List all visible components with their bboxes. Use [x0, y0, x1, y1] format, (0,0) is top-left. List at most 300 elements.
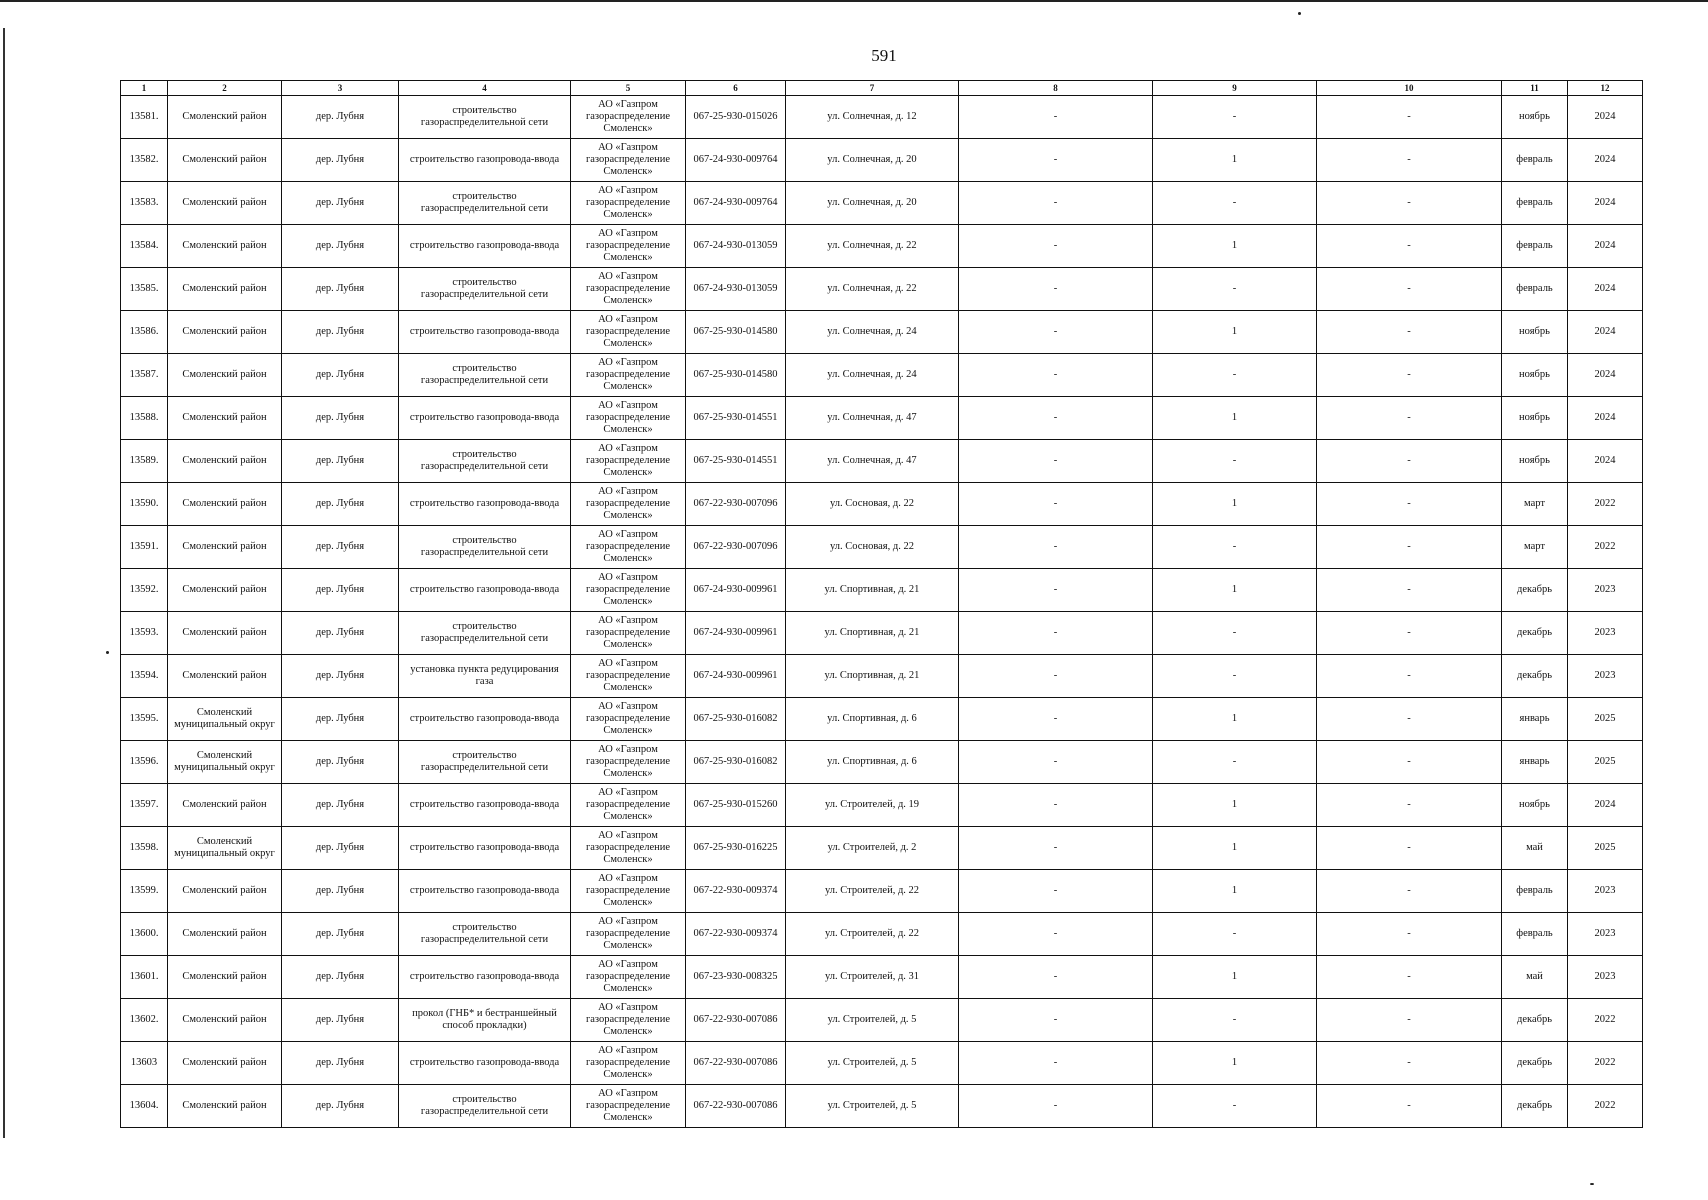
- column-header-8: 8: [959, 81, 1153, 96]
- month-cell: ноябрь: [1502, 784, 1568, 827]
- register-table: [120, 80, 1643, 1128]
- district-cell: Смоленский район: [168, 182, 282, 225]
- month-cell: ноябрь: [1502, 311, 1568, 354]
- col9-cell: 1: [1153, 483, 1317, 526]
- work-type-cell: строительство газораспределительной сети: [399, 440, 571, 483]
- district-cell: Смоленский район: [168, 225, 282, 268]
- col9-cell: -: [1153, 96, 1317, 139]
- code-cell: 067-25-930-016082: [686, 698, 786, 741]
- table-row: [121, 784, 1643, 827]
- year-cell: 2025: [1568, 698, 1643, 741]
- locality-cell: дер. Лубня: [282, 827, 399, 870]
- organization-cell: АО «Газпром газораспределение Смоленск»: [571, 354, 686, 397]
- organization-cell: АО «Газпром газораспределение Смоленск»: [571, 913, 686, 956]
- col10-cell: -: [1317, 139, 1502, 182]
- col9-cell: -: [1153, 182, 1317, 225]
- year-cell: 2024: [1568, 440, 1643, 483]
- row-number-cell: 13588.: [121, 397, 168, 440]
- col8-cell: -: [959, 440, 1153, 483]
- locality-cell: дер. Лубня: [282, 182, 399, 225]
- work-type-cell: строительство газораспределительной сети: [399, 612, 571, 655]
- code-cell: 067-24-930-009961: [686, 569, 786, 612]
- organization-cell: АО «Газпром газораспределение Смоленск»: [571, 96, 686, 139]
- locality-cell: дер. Лубня: [282, 354, 399, 397]
- col10-cell: -: [1317, 526, 1502, 569]
- row-number-cell: 13599.: [121, 870, 168, 913]
- table-row: [121, 311, 1643, 354]
- col9-cell: -: [1153, 999, 1317, 1042]
- month-cell: декабрь: [1502, 655, 1568, 698]
- col9-cell: -: [1153, 741, 1317, 784]
- district-cell: Смоленский район: [168, 655, 282, 698]
- column-header-5: 5: [571, 81, 686, 96]
- col9-cell: 1: [1153, 956, 1317, 999]
- row-number-cell: 13584.: [121, 225, 168, 268]
- district-cell: Смоленский район: [168, 612, 282, 655]
- scan-speck: [1298, 12, 1301, 15]
- table-row: [121, 741, 1643, 784]
- col10-cell: -: [1317, 1042, 1502, 1085]
- row-number-cell: 13602.: [121, 999, 168, 1042]
- month-cell: ноябрь: [1502, 96, 1568, 139]
- locality-cell: дер. Лубня: [282, 913, 399, 956]
- row-number-cell: 13590.: [121, 483, 168, 526]
- col9-cell: 1: [1153, 139, 1317, 182]
- work-type-cell: строительство газораспределительной сети: [399, 96, 571, 139]
- locality-cell: дер. Лубня: [282, 440, 399, 483]
- month-cell: февраль: [1502, 225, 1568, 268]
- address-cell: ул. Солнечная, д. 47: [786, 440, 959, 483]
- district-cell: Смоленский район: [168, 1042, 282, 1085]
- work-type-cell: строительство газораспределительной сети: [399, 1085, 571, 1128]
- district-cell: Смоленский район: [168, 569, 282, 612]
- row-number-cell: 13598.: [121, 827, 168, 870]
- locality-cell: дер. Лубня: [282, 311, 399, 354]
- address-cell: ул. Солнечная, д. 22: [786, 268, 959, 311]
- locality-cell: дер. Лубня: [282, 999, 399, 1042]
- district-cell: Смоленский муниципальный округ: [168, 827, 282, 870]
- locality-cell: дер. Лубня: [282, 1042, 399, 1085]
- locality-cell: дер. Лубня: [282, 741, 399, 784]
- district-cell: Смоленский район: [168, 397, 282, 440]
- table-row: [121, 225, 1643, 268]
- work-type-cell: установка пункта редуцирования газа: [399, 655, 571, 698]
- organization-cell: АО «Газпром газораспределение Смоленск»: [571, 182, 686, 225]
- col8-cell: -: [959, 569, 1153, 612]
- address-cell: ул. Сосновая, д. 22: [786, 526, 959, 569]
- col10-cell: -: [1317, 354, 1502, 397]
- address-cell: ул. Спортивная, д. 21: [786, 612, 959, 655]
- table-row: [121, 139, 1643, 182]
- code-cell: 067-25-930-014580: [686, 354, 786, 397]
- month-cell: февраль: [1502, 268, 1568, 311]
- year-cell: 2022: [1568, 1042, 1643, 1085]
- address-cell: ул. Строителей, д. 5: [786, 1085, 959, 1128]
- col10-cell: -: [1317, 655, 1502, 698]
- address-cell: ул. Строителей, д. 5: [786, 1042, 959, 1085]
- col8-cell: -: [959, 1042, 1153, 1085]
- year-cell: 2024: [1568, 225, 1643, 268]
- col9-cell: -: [1153, 913, 1317, 956]
- year-cell: 2024: [1568, 784, 1643, 827]
- year-cell: 2024: [1568, 96, 1643, 139]
- table-row: [121, 913, 1643, 956]
- column-header-12: 12: [1568, 81, 1643, 96]
- code-cell: 067-22-930-007096: [686, 483, 786, 526]
- organization-cell: АО «Газпром газораспределение Смоленск»: [571, 741, 686, 784]
- col8-cell: -: [959, 354, 1153, 397]
- column-header-3: 3: [282, 81, 399, 96]
- district-cell: Смоленский район: [168, 268, 282, 311]
- organization-cell: АО «Газпром газораспределение Смоленск»: [571, 655, 686, 698]
- address-cell: ул. Солнечная, д. 24: [786, 354, 959, 397]
- row-number-cell: 13593.: [121, 612, 168, 655]
- month-cell: март: [1502, 526, 1568, 569]
- year-cell: 2024: [1568, 268, 1643, 311]
- column-header-1: 1: [121, 81, 168, 96]
- col10-cell: -: [1317, 913, 1502, 956]
- code-cell: 067-25-930-016225: [686, 827, 786, 870]
- address-cell: ул. Солнечная, д. 20: [786, 139, 959, 182]
- year-cell: 2024: [1568, 397, 1643, 440]
- table-row: [121, 268, 1643, 311]
- work-type-cell: строительство газораспределительной сети: [399, 268, 571, 311]
- scan-speck: [1590, 1183, 1594, 1185]
- col8-cell: -: [959, 483, 1153, 526]
- month-cell: декабрь: [1502, 999, 1568, 1042]
- address-cell: ул. Солнечная, д. 20: [786, 182, 959, 225]
- column-header-4: 4: [399, 81, 571, 96]
- year-cell: 2023: [1568, 569, 1643, 612]
- address-cell: ул. Спортивная, д. 6: [786, 741, 959, 784]
- col9-cell: 1: [1153, 397, 1317, 440]
- year-cell: 2024: [1568, 311, 1643, 354]
- month-cell: декабрь: [1502, 1042, 1568, 1085]
- row-number-cell: 13600.: [121, 913, 168, 956]
- row-number-cell: 13582.: [121, 139, 168, 182]
- work-type-cell: строительство газопровода-ввода: [399, 225, 571, 268]
- row-number-cell: 13592.: [121, 569, 168, 612]
- col10-cell: -: [1317, 698, 1502, 741]
- district-cell: Смоленский район: [168, 784, 282, 827]
- district-cell: Смоленский район: [168, 139, 282, 182]
- organization-cell: АО «Газпром газораспределение Смоленск»: [571, 225, 686, 268]
- col8-cell: -: [959, 655, 1153, 698]
- col8-cell: -: [959, 698, 1153, 741]
- col10-cell: -: [1317, 870, 1502, 913]
- code-cell: 067-25-930-015260: [686, 784, 786, 827]
- column-header-7: 7: [786, 81, 959, 96]
- organization-cell: АО «Газпром газораспределение Смоленск»: [571, 268, 686, 311]
- organization-cell: АО «Газпром газораспределение Смоленск»: [571, 612, 686, 655]
- work-type-cell: строительство газопровода-ввода: [399, 870, 571, 913]
- organization-cell: АО «Газпром газораспределение Смоленск»: [571, 870, 686, 913]
- address-cell: ул. Спортивная, д. 21: [786, 655, 959, 698]
- work-type-cell: строительство газопровода-ввода: [399, 397, 571, 440]
- col10-cell: -: [1317, 784, 1502, 827]
- table-body: [121, 96, 1643, 1128]
- month-cell: ноябрь: [1502, 440, 1568, 483]
- table-row: [121, 870, 1643, 913]
- col10-cell: -: [1317, 182, 1502, 225]
- code-cell: 067-23-930-008325: [686, 956, 786, 999]
- code-cell: 067-24-930-013059: [686, 225, 786, 268]
- col10-cell: -: [1317, 225, 1502, 268]
- month-cell: ноябрь: [1502, 397, 1568, 440]
- work-type-cell: прокол (ГНБ* и бестраншейный способ прокладки): [399, 999, 571, 1042]
- month-cell: ноябрь: [1502, 354, 1568, 397]
- locality-cell: дер. Лубня: [282, 870, 399, 913]
- locality-cell: дер. Лубня: [282, 956, 399, 999]
- locality-cell: дер. Лубня: [282, 268, 399, 311]
- table-row: [121, 612, 1643, 655]
- row-number-cell: 13597.: [121, 784, 168, 827]
- row-number-cell: 13581.: [121, 96, 168, 139]
- year-cell: 2023: [1568, 913, 1643, 956]
- locality-cell: дер. Лубня: [282, 1085, 399, 1128]
- col8-cell: -: [959, 612, 1153, 655]
- code-cell: 067-25-930-014551: [686, 397, 786, 440]
- col9-cell: -: [1153, 655, 1317, 698]
- row-number-cell: 13589.: [121, 440, 168, 483]
- column-header-11: 11: [1502, 81, 1568, 96]
- locality-cell: дер. Лубня: [282, 96, 399, 139]
- month-cell: январь: [1502, 698, 1568, 741]
- month-cell: декабрь: [1502, 612, 1568, 655]
- top-border-line: [0, 0, 1708, 2]
- code-cell: 067-22-930-009374: [686, 913, 786, 956]
- locality-cell: дер. Лубня: [282, 225, 399, 268]
- organization-cell: АО «Газпром газораспределение Смоленск»: [571, 1085, 686, 1128]
- month-cell: февраль: [1502, 182, 1568, 225]
- district-cell: Смоленский район: [168, 311, 282, 354]
- col9-cell: -: [1153, 526, 1317, 569]
- organization-cell: АО «Газпром газораспределение Смоленск»: [571, 397, 686, 440]
- work-type-cell: строительство газопровода-ввода: [399, 483, 571, 526]
- col9-cell: 1: [1153, 827, 1317, 870]
- code-cell: 067-25-930-014551: [686, 440, 786, 483]
- district-cell: Смоленский район: [168, 1085, 282, 1128]
- work-type-cell: строительство газопровода-ввода: [399, 311, 571, 354]
- address-cell: ул. Солнечная, д. 22: [786, 225, 959, 268]
- col8-cell: -: [959, 870, 1153, 913]
- code-cell: 067-24-930-009764: [686, 182, 786, 225]
- locality-cell: дер. Лубня: [282, 569, 399, 612]
- district-cell: Смоленский район: [168, 526, 282, 569]
- column-header-9: 9: [1153, 81, 1317, 96]
- address-cell: ул. Спортивная, д. 21: [786, 569, 959, 612]
- table-row: [121, 698, 1643, 741]
- work-type-cell: строительство газораспределительной сети: [399, 741, 571, 784]
- address-cell: ул. Строителей, д. 19: [786, 784, 959, 827]
- row-number-cell: 13587.: [121, 354, 168, 397]
- code-cell: 067-22-930-007086: [686, 1085, 786, 1128]
- organization-cell: АО «Газпром газораспределение Смоленск»: [571, 1042, 686, 1085]
- col9-cell: 1: [1153, 870, 1317, 913]
- row-number-cell: 13596.: [121, 741, 168, 784]
- table-row: [121, 440, 1643, 483]
- organization-cell: АО «Газпром газораспределение Смоленск»: [571, 827, 686, 870]
- row-number-cell: 13585.: [121, 268, 168, 311]
- district-cell: Смоленский район: [168, 870, 282, 913]
- col10-cell: -: [1317, 96, 1502, 139]
- row-number-cell: 13591.: [121, 526, 168, 569]
- code-cell: 067-24-930-013059: [686, 268, 786, 311]
- col10-cell: -: [1317, 569, 1502, 612]
- year-cell: 2023: [1568, 870, 1643, 913]
- address-cell: ул. Солнечная, д. 47: [786, 397, 959, 440]
- col9-cell: -: [1153, 440, 1317, 483]
- col8-cell: -: [959, 784, 1153, 827]
- row-number-cell: 13603: [121, 1042, 168, 1085]
- locality-cell: дер. Лубня: [282, 612, 399, 655]
- col8-cell: -: [959, 999, 1153, 1042]
- locality-cell: дер. Лубня: [282, 784, 399, 827]
- table-row: [121, 827, 1643, 870]
- col10-cell: -: [1317, 612, 1502, 655]
- month-cell: январь: [1502, 741, 1568, 784]
- code-cell: 067-24-930-009961: [686, 612, 786, 655]
- address-cell: ул. Строителей, д. 22: [786, 913, 959, 956]
- address-cell: ул. Сосновая, д. 22: [786, 483, 959, 526]
- work-type-cell: строительство газопровода-ввода: [399, 784, 571, 827]
- locality-cell: дер. Лубня: [282, 139, 399, 182]
- col8-cell: -: [959, 956, 1153, 999]
- year-cell: 2022: [1568, 526, 1643, 569]
- address-cell: ул. Солнечная, д. 24: [786, 311, 959, 354]
- table-row: [121, 397, 1643, 440]
- table-row: [121, 655, 1643, 698]
- year-cell: 2024: [1568, 139, 1643, 182]
- col8-cell: -: [959, 139, 1153, 182]
- work-type-cell: строительство газопровода-ввода: [399, 139, 571, 182]
- col8-cell: -: [959, 96, 1153, 139]
- address-cell: ул. Спортивная, д. 6: [786, 698, 959, 741]
- left-border-line: [3, 28, 5, 1138]
- col10-cell: -: [1317, 999, 1502, 1042]
- work-type-cell: строительство газопровода-ввода: [399, 569, 571, 612]
- month-cell: май: [1502, 827, 1568, 870]
- code-cell: 067-25-930-014580: [686, 311, 786, 354]
- month-cell: февраль: [1502, 139, 1568, 182]
- organization-cell: АО «Газпром газораспределение Смоленск»: [571, 311, 686, 354]
- work-type-cell: строительство газораспределительной сети: [399, 182, 571, 225]
- table-row: [121, 569, 1643, 612]
- col10-cell: -: [1317, 827, 1502, 870]
- col9-cell: 1: [1153, 698, 1317, 741]
- work-type-cell: строительство газораспределительной сети: [399, 526, 571, 569]
- work-type-cell: строительство газопровода-ввода: [399, 956, 571, 999]
- district-cell: Смоленский муниципальный округ: [168, 698, 282, 741]
- organization-cell: АО «Газпром газораспределение Смоленск»: [571, 784, 686, 827]
- col9-cell: 1: [1153, 784, 1317, 827]
- column-header-2: 2: [168, 81, 282, 96]
- col8-cell: -: [959, 225, 1153, 268]
- col10-cell: -: [1317, 1085, 1502, 1128]
- col8-cell: -: [959, 311, 1153, 354]
- col9-cell: 1: [1153, 569, 1317, 612]
- organization-cell: АО «Газпром газораспределение Смоленск»: [571, 698, 686, 741]
- col9-cell: -: [1153, 354, 1317, 397]
- col8-cell: -: [959, 526, 1153, 569]
- col8-cell: -: [959, 182, 1153, 225]
- col9-cell: 1: [1153, 1042, 1317, 1085]
- table-row: [121, 1042, 1643, 1085]
- code-cell: 067-22-930-009374: [686, 870, 786, 913]
- year-cell: 2022: [1568, 1085, 1643, 1128]
- work-type-cell: строительство газораспределительной сети: [399, 913, 571, 956]
- table-row: [121, 96, 1643, 139]
- col9-cell: -: [1153, 1085, 1317, 1128]
- page-number: 591: [871, 46, 897, 65]
- col10-cell: -: [1317, 268, 1502, 311]
- district-cell: Смоленский район: [168, 96, 282, 139]
- col10-cell: -: [1317, 397, 1502, 440]
- work-type-cell: строительство газопровода-ввода: [399, 1042, 571, 1085]
- table-row: [121, 526, 1643, 569]
- year-cell: 2023: [1568, 655, 1643, 698]
- year-cell: 2025: [1568, 827, 1643, 870]
- district-cell: Смоленский район: [168, 440, 282, 483]
- col10-cell: -: [1317, 483, 1502, 526]
- row-number-cell: 13594.: [121, 655, 168, 698]
- row-number-cell: 13604.: [121, 1085, 168, 1128]
- month-cell: май: [1502, 956, 1568, 999]
- year-cell: 2025: [1568, 741, 1643, 784]
- organization-cell: АО «Газпром газораспределение Смоленск»: [571, 569, 686, 612]
- month-cell: декабрь: [1502, 1085, 1568, 1128]
- col8-cell: -: [959, 913, 1153, 956]
- col8-cell: -: [959, 268, 1153, 311]
- month-cell: декабрь: [1502, 569, 1568, 612]
- work-type-cell: строительство газораспределительной сети: [399, 354, 571, 397]
- district-cell: Смоленский район: [168, 913, 282, 956]
- table-row: [121, 999, 1643, 1042]
- col9-cell: -: [1153, 268, 1317, 311]
- code-cell: 067-22-930-007086: [686, 999, 786, 1042]
- col10-cell: -: [1317, 741, 1502, 784]
- col10-cell: -: [1317, 440, 1502, 483]
- table-row: [121, 956, 1643, 999]
- organization-cell: АО «Газпром газораспределение Смоленск»: [571, 526, 686, 569]
- district-cell: Смоленский район: [168, 483, 282, 526]
- row-number-cell: 13583.: [121, 182, 168, 225]
- organization-cell: АО «Газпром газораспределение Смоленск»: [571, 483, 686, 526]
- district-cell: Смоленский район: [168, 999, 282, 1042]
- organization-cell: АО «Газпром газораспределение Смоленск»: [571, 999, 686, 1042]
- col8-cell: -: [959, 397, 1153, 440]
- locality-cell: дер. Лубня: [282, 483, 399, 526]
- year-cell: 2022: [1568, 999, 1643, 1042]
- year-cell: 2023: [1568, 612, 1643, 655]
- table-row: [121, 354, 1643, 397]
- locality-cell: дер. Лубня: [282, 698, 399, 741]
- month-cell: февраль: [1502, 870, 1568, 913]
- table-header-row: [121, 81, 1643, 96]
- col10-cell: -: [1317, 956, 1502, 999]
- col9-cell: -: [1153, 612, 1317, 655]
- row-number-cell: 13595.: [121, 698, 168, 741]
- address-cell: ул. Строителей, д. 2: [786, 827, 959, 870]
- organization-cell: АО «Газпром газораспределение Смоленск»: [571, 440, 686, 483]
- table-row: [121, 182, 1643, 225]
- locality-cell: дер. Лубня: [282, 655, 399, 698]
- col8-cell: -: [959, 827, 1153, 870]
- organization-cell: АО «Газпром газораспределение Смоленск»: [571, 956, 686, 999]
- col8-cell: -: [959, 1085, 1153, 1128]
- work-type-cell: строительство газопровода-ввода: [399, 698, 571, 741]
- row-number-cell: 13601.: [121, 956, 168, 999]
